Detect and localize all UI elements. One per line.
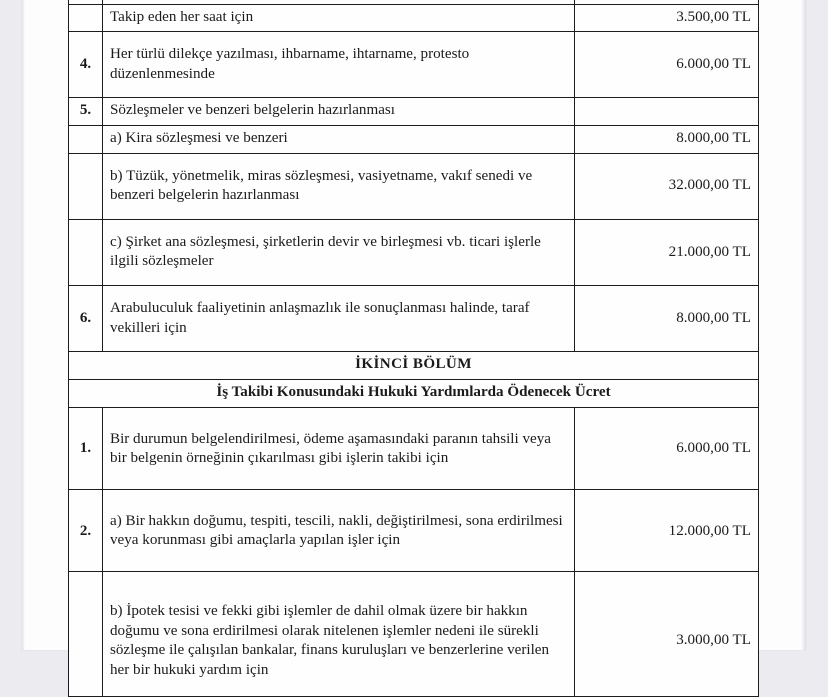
- row-description: b) Tüzük, yönetmelik, miras sözleşmesi, vasiyetname, vakıf senedi ve benzeri belgelerin hazırlanması: [103, 153, 575, 219]
- row-number: 2.: [69, 489, 103, 571]
- row-number: [69, 153, 103, 219]
- section-subtitle: İş Takibi Konusundaki Hukuki Yardımlarda Ödenecek Ücret: [69, 379, 759, 407]
- row-price: 3.000,00 TL: [575, 571, 759, 696]
- document-page: [22, 0, 806, 678]
- row-price: 6.000,00 TL: [575, 407, 759, 489]
- row-description: Sözleşmeler ve benzeri belgelerin hazırlanması: [103, 98, 575, 126]
- row-description: Arabuluculuk faaliyetinin anlaşmazlık ile sonuçlanması halinde, taraf vekilleri için: [103, 286, 575, 352]
- row-number: [69, 571, 103, 696]
- section-title: İKİNCİ BÖLÜM: [69, 352, 759, 380]
- row-number: 5.: [69, 98, 103, 126]
- row-description: c) Şirket ana sözleşmesi, şirketlerin devir ve birleşmesi vb. ticari işlerle ilgili sözleşmeler: [103, 219, 575, 285]
- row-number: 4.: [69, 32, 103, 98]
- table-row: [69, 286, 759, 352]
- table-row: [69, 32, 759, 98]
- table-row: [69, 153, 759, 219]
- row-price: 21.000,00 TL: [575, 219, 759, 285]
- row-price: 8.000,00 TL: [575, 126, 759, 154]
- table-row: [69, 219, 759, 285]
- row-price: 8.000,00 TL: [575, 286, 759, 352]
- row-description: a) Kira sözleşmesi ve benzeri: [103, 126, 575, 154]
- row-description: Takip eden her saat için: [103, 4, 575, 32]
- row-number: [69, 126, 103, 154]
- row-description: a) Bir hakkın doğumu, tespiti, tescili, nakli, değiştirilmesi, sona erdirilmesi veya korunması gibi amaçlarla yapılan işler için: [103, 489, 575, 571]
- table-row: [69, 126, 759, 154]
- table-row: [69, 98, 759, 126]
- table-row: [69, 489, 759, 571]
- row-number: 1.: [69, 407, 103, 489]
- table-row: [69, 407, 759, 489]
- row-price: 32.000,00 TL: [575, 153, 759, 219]
- section-subheader-row: [69, 379, 759, 407]
- row-price: 6.000,00 TL: [575, 32, 759, 98]
- row-number: [69, 4, 103, 32]
- row-price: [575, 98, 759, 126]
- row-description: Her türlü dilekçe yazılması, ihbarname, ihtarname, protesto düzenlenmesinde: [103, 32, 575, 98]
- fee-schedule-table: [68, 0, 759, 697]
- row-price: 12.000,00 TL: [575, 489, 759, 571]
- table-row: [69, 4, 759, 32]
- table-row: [69, 571, 759, 696]
- row-description: b) İpotek tesisi ve fekki gibi işlemler de dahil olmak üzere bir hakkın doğumu ve sona erdirilmesi olarak nitelenen işlemler nedeni ile sürekli sözleşme ile çalışılan bankalar, finans kuruluşları ve benzerlerine verilen her bir hukuki yardım için: [103, 571, 575, 696]
- row-price: 3.500,00 TL: [575, 4, 759, 32]
- section-header-row: [69, 352, 759, 380]
- fee-table-container: [68, 0, 758, 697]
- row-number: [69, 219, 103, 285]
- row-description: Bir durumun belgelendirilmesi, ödeme aşamasındaki paranın tahsili veya bir belgenin örneğinin çıkarılması gibi işlerin takibi için: [103, 407, 575, 489]
- row-number: 6.: [69, 286, 103, 352]
